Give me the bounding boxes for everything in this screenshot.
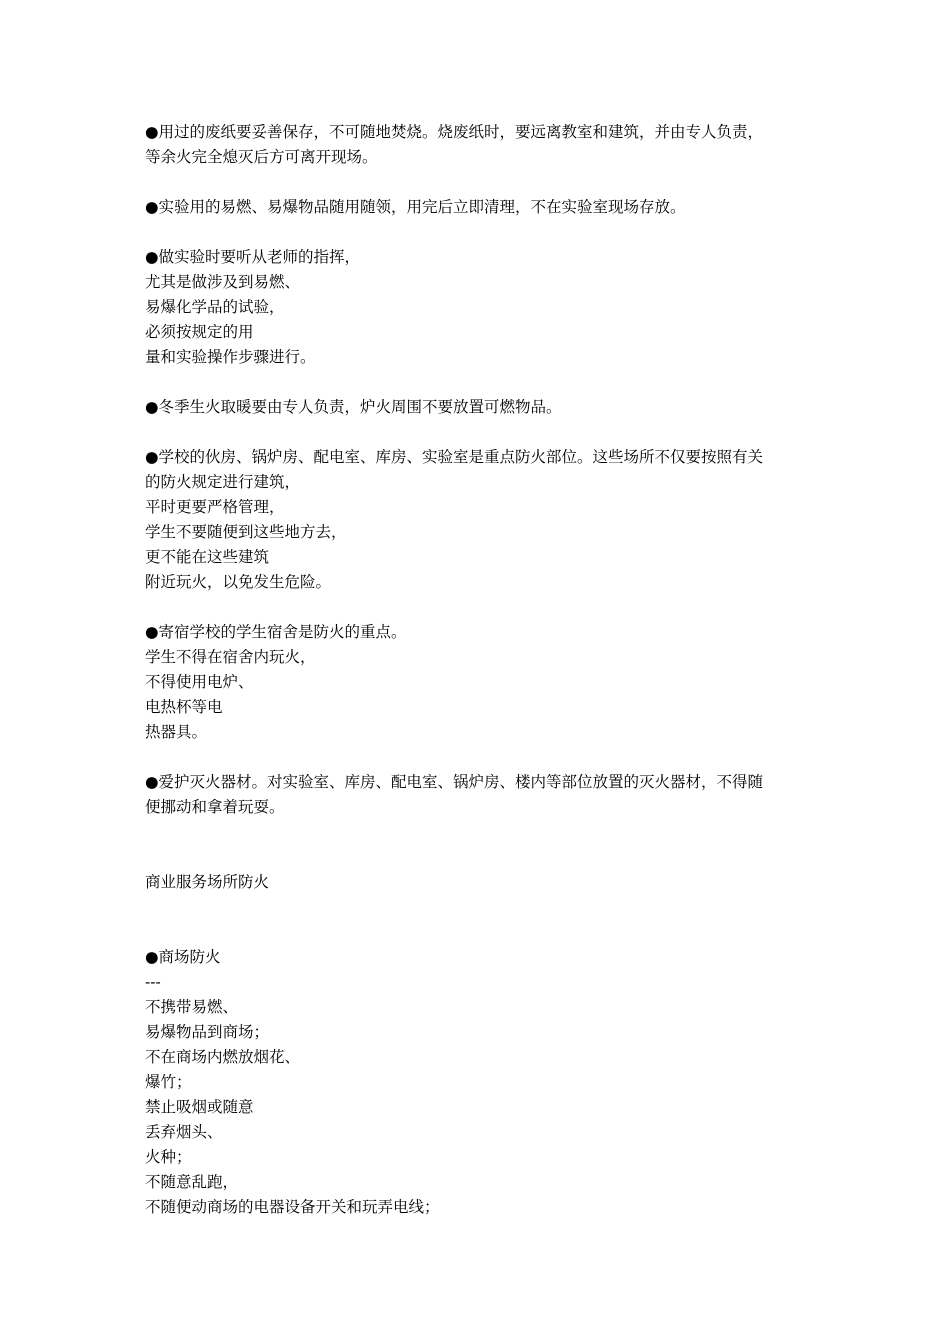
text-line: 易爆化学品的试验，: [145, 298, 285, 316]
text-line: 爆竹；: [145, 1073, 192, 1091]
paragraph-lab-materials: [145, 195, 815, 220]
text-line: ●实验用的易燃、易爆物品随用随领，用完后立即清理，不在实验室现场存放。: [145, 198, 686, 216]
document-page: [145, 120, 815, 1220]
text-line: 不在商场内燃放烟花、: [145, 1048, 301, 1066]
paragraph-experiments: [145, 245, 815, 370]
text-line: 火种；: [145, 1148, 192, 1166]
text-line: 的防火规定进行建筑，: [145, 473, 301, 491]
text-line: 不随便动商场的电器设备开关和玩弄电线；: [145, 1198, 440, 1216]
text-line: 不得使用电炉、: [145, 673, 254, 691]
text-line: 不随意乱跑，: [145, 1173, 239, 1191]
text-line: 尤其是做涉及到易燃、: [145, 273, 301, 291]
paragraph-paper-burning: [145, 120, 815, 170]
text-line: 便挪动和拿着玩耍。: [145, 798, 285, 816]
text-line: 电热杯等电: [145, 698, 223, 716]
text-line: 易爆物品到商场；: [145, 1023, 270, 1041]
text-line: 不携带易燃、: [145, 998, 239, 1016]
text-line: 丢弃烟头、: [145, 1123, 223, 1141]
text-line: 量和实验操作步骤进行。: [145, 348, 316, 366]
text-line: 热器具。: [145, 723, 208, 741]
section-title: [145, 870, 815, 895]
text-line: 更不能在这些建筑: [145, 548, 270, 566]
text-line: 必须按规定的用: [145, 323, 254, 341]
text-line: 附近玩火，以免发生危险。: [145, 573, 332, 591]
text-line: ●用过的废纸要妥善保存，不可随地焚烧。烧废纸时，要远离教室和建筑，并由专人负责，: [145, 123, 764, 141]
section-heading: 商业服务场所防火: [145, 873, 270, 891]
text-line: ●商场防火: [145, 948, 221, 966]
text-line: ●寄宿学校的学生宿舍是防火的重点。: [145, 623, 407, 641]
paragraph-winter-heating: [145, 395, 815, 420]
text-line: 平时更要严格管理，: [145, 498, 285, 516]
paragraph-dormitory: [145, 620, 815, 745]
paragraph-mall-fire: [145, 945, 815, 1220]
text-line: ---: [145, 973, 161, 991]
text-line: 学生不得在宿舍内玩火，: [145, 648, 316, 666]
text-line: ●冬季生火取暖要由专人负责，炉火周围不要放置可燃物品。: [145, 398, 562, 416]
text-line: ●学校的伙房、锅炉房、配电室、库房、实验室是重点防火部位。这些场所不仅要按照有关: [145, 448, 764, 466]
paragraph-key-areas: [145, 445, 815, 595]
text-line: ●爱护灭火器材。对实验室、库房、配电室、锅炉房、楼内等部位放置的灭火器材，不得随: [145, 773, 764, 791]
text-line: 禁止吸烟或随意: [145, 1098, 254, 1116]
text-line: 学生不要随便到这些地方去，: [145, 523, 347, 541]
paragraph-extinguishers: [145, 770, 815, 820]
text-line: 等余火完全熄灭后方可离开现场。: [145, 148, 378, 166]
text-line: ●做实验时要听从老师的指挥，: [145, 248, 361, 266]
